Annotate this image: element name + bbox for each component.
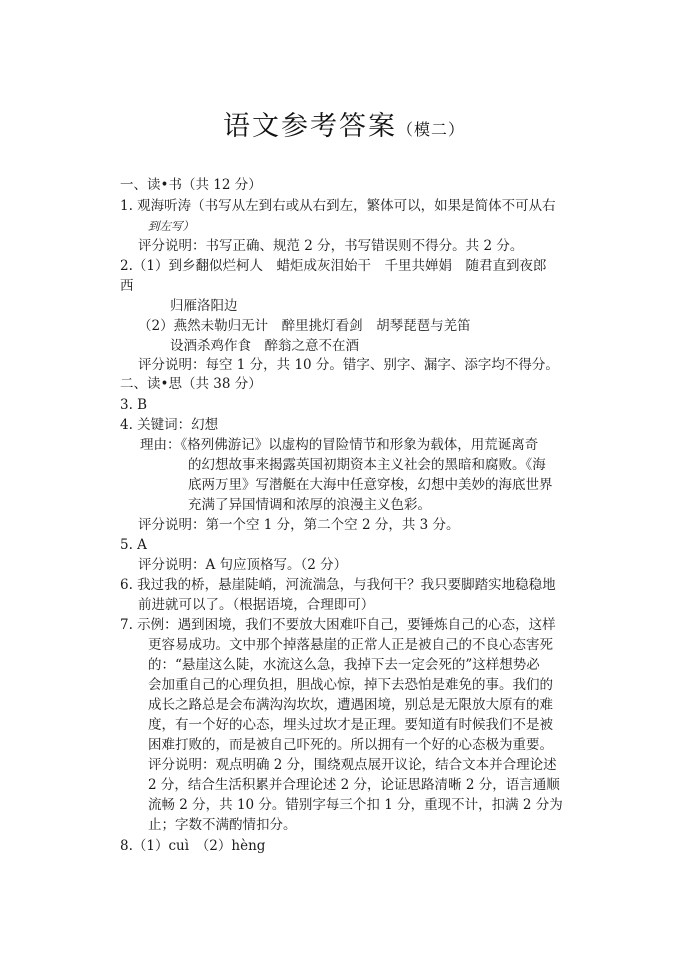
- page-title: [0, 104, 688, 143]
- q1-scoring: 评分说明：书写正确、规范 2 分，书写错误则不得分。共 2 分。: [138, 238, 524, 254]
- title-text: 语文参考答案: [222, 111, 397, 142]
- q4-reason-cont-3: 充满了异国情调和浓厚的浪漫主义色彩。: [188, 497, 431, 513]
- q5-answer: 5. A: [120, 537, 147, 553]
- q1-answer: 1. 观海听涛（书写从左到右或从右到左，繁体可以，如果是简体不可从右: [120, 198, 556, 214]
- q7-answer-cont-3: 会加重自己的心理负担，胆战心惊，掉下去恐怕是难免的事。我们的: [148, 677, 553, 693]
- q6-answer-cont: 前进就可以了。（根据语境，合理即可）: [138, 597, 375, 613]
- q4-scoring: 评分说明：第一个空 1 分，第二个空 2 分，共 3 分。: [138, 517, 460, 533]
- q7-scoring-cont-3: 止；字数不满酌情扣分。: [148, 817, 297, 833]
- q6-answer: 6. 我过我的桥，悬崖陡峭，河流湍急，与我何干？我只要脚踏实地稳稳地: [120, 577, 556, 593]
- section-2-heading: 二、读•思（共 38 分）: [120, 376, 262, 392]
- q4-reason-cont-1: 的幻想故事来揭露英国初期资本主义社会的黑暗和腐败。《海: [188, 457, 546, 473]
- q2-part2: （2）燕然未勒归无计 醉里挑灯看剑 胡琴琵琶与羌笛: [138, 318, 471, 334]
- q4-reason-cont-2: 底两万里》写潜艇在大海中任意穿梭，幻想中美妙的海底世界: [188, 477, 553, 493]
- q7-answer-cont-5: 度，有一个好的心态，埋头过坎才是正理。要知道有时候我们不是被: [148, 717, 553, 733]
- q8-answer: 8.（1）cuì （2）hèng: [120, 838, 266, 854]
- q7-answer-cont-2: 的：“悬崖这么陡，水流这么急，我掉下去一定会死的”这样想势必: [148, 657, 540, 673]
- q4-keyword: 4. 关键词：幻想: [120, 417, 219, 433]
- q3-answer: 3. B: [120, 397, 148, 413]
- q5-scoring: 评分说明：A 句应顶格写。（2 分）: [138, 557, 348, 573]
- q1-answer-cont: 到左写）: [148, 219, 194, 233]
- q2-part1: 2.（1）到乡翻似烂柯人 蜡炬成灰泪始干 千里共婵娟 随君直到夜郎: [120, 258, 547, 274]
- q7-scoring: 评分说明：观点明确 2 分，围绕观点展开议论，结合文本并合理论述: [148, 757, 557, 773]
- q4-reason: 理由：《格列佛游记》以虚构的冒险情节和形象为载体，用荒诞离奇: [140, 437, 539, 453]
- q2-scoring: 评分说明：每空 1 分，共 10 分。错字、别字、漏字、添字均不得分。: [138, 357, 559, 373]
- section-1-heading: 一、读•书（共 12 分）: [120, 177, 262, 193]
- q7-scoring-cont-2: 流畅 2 分，共 10 分。错别字每三个扣 1 分，重现不计，扣满 2 分为: [148, 797, 563, 813]
- q7-scoring-cont-1: 2 分，结合生活积累并合理论述 2 分，论证思路清晰 2 分，语言通顺: [148, 777, 560, 793]
- title-subtitle: （模二）: [396, 120, 465, 139]
- q7-answer-cont-1: 更容易成功。文中那个掉落悬崖的正常人正是被自己的不良心态害死: [148, 637, 553, 653]
- q2-part1-cont: 归雁洛阳边: [170, 298, 238, 314]
- q7-answer-cont-4: 成长之路总是会布满沟沟坎坎，遭遇困境，别总是无限放大原有的难: [148, 697, 553, 713]
- q2-part1-wrap: 西: [120, 278, 134, 294]
- q7-answer-cont-6: 困难打败的，而是被自己吓死的。所以拥有一个好的心态极为重要。: [148, 737, 553, 753]
- q7-answer: 7. 示例：遇到困境，我们不要放大困难吓自己，要锤炼自己的心态，这样: [120, 617, 556, 633]
- q2-part2-cont: 设酒杀鸡作食 醉翁之意不在酒: [170, 338, 359, 354]
